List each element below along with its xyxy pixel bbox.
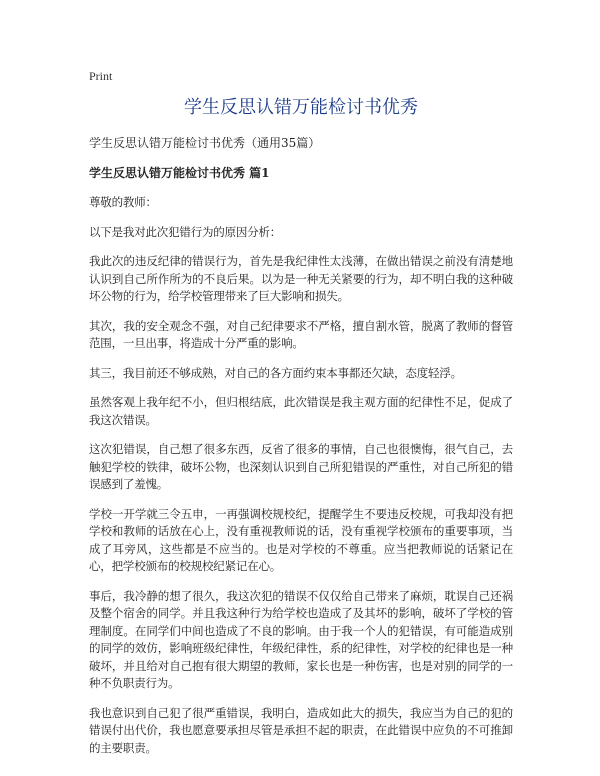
intro-paragraph: 以下是我对此次犯错行为的原因分析： — [89, 224, 282, 239]
body-paragraph-8: 我也意识到自己犯了很严重错误，我明白，造成如此大的损失，我应当为自己的犯的错误付出代价，我也愿意要承担尽管是承担不起的职责，在此错误中应负的不可推卸的主要职责。 — [89, 705, 513, 755]
section-heading: 学生反思认错万能检讨书优秀 篇1 — [89, 166, 270, 180]
document-title: 学生反思认错万能检讨书优秀 — [184, 97, 418, 118]
print-link[interactable]: Print — [89, 69, 113, 83]
salutation: 尊敬的教师： — [89, 195, 157, 209]
body-paragraph-7: 事后，我冷静的想了很久，我这次犯的错误不仅仅给自己带来了麻烦，耽误自己还祸及整个宿舍的同学。并且我这种行为给学校也造成了及其坏的影响，破坏了学校的管理制度。在同学们中间也造成了不良的影响。由于我一个人的犯错误，有可能造成别的同学的效仿，影响班级纪律性，年级纪律性，系的纪律性，对学校的纪律也是一种破坏，并且给对自己抱有很大期望的教师，家长也是一种伤害，也是对别的同学的一种不负职责行为。 — [89, 588, 513, 690]
body-paragraph-3: 其三，我目前还不够成熟，对自己的各方面约束本事都还欠缺，态度轻浮。 — [89, 365, 462, 380]
document-page — [89, 68, 513, 769]
body-paragraph-1: 我此次的违反纪律的错误行为，首先是我纪律性太浅薄，在做出错误之前没有清楚地认识到自己所作所为的不良后果。以为是一种无关紧要的行为，却不明白我的这种破坏公物的行为，给学校管理带来了巨大影响和损失。 — [89, 254, 513, 303]
body-paragraph-4: 虽然客观上我年纪不小，但归根结底，此次错误是我主观方面的纪律性不足，促成了我这次错误。 — [89, 395, 513, 427]
body-paragraph-5: 这次犯错误，自己想了很多东西，反省了很多的事情，自己也很懊悔，很气自己，去触犯学校的铁律，破坏公物，也深刻认识到自己所犯错误的严重性，对自己所犯的错误感到了羞愧。 — [89, 442, 513, 491]
document-subtitle: 学生反思认错万能检讨书优秀（通用35篇） — [89, 136, 321, 150]
body-paragraph-6: 学校一开学就三令五申，一再强调校规校纪，提醒学生不要违反校规，可我却没有把学校和教师的话放在心上，没有重视教师说的话，没有重视学校颁布的重要事项，当成了耳旁风，这些都是不应当的。也是对学校的不尊重。应当把教师说的话紧记在心，把学校颁布的校规校纪紧记在心。 — [89, 506, 513, 573]
body-paragraph-2: 其次，我的安全观念不强，对自己纪律要求不严格，擅自割水管，脱离了教师的督管范围，一旦出事，将造成十分严重的影响。 — [89, 318, 513, 350]
